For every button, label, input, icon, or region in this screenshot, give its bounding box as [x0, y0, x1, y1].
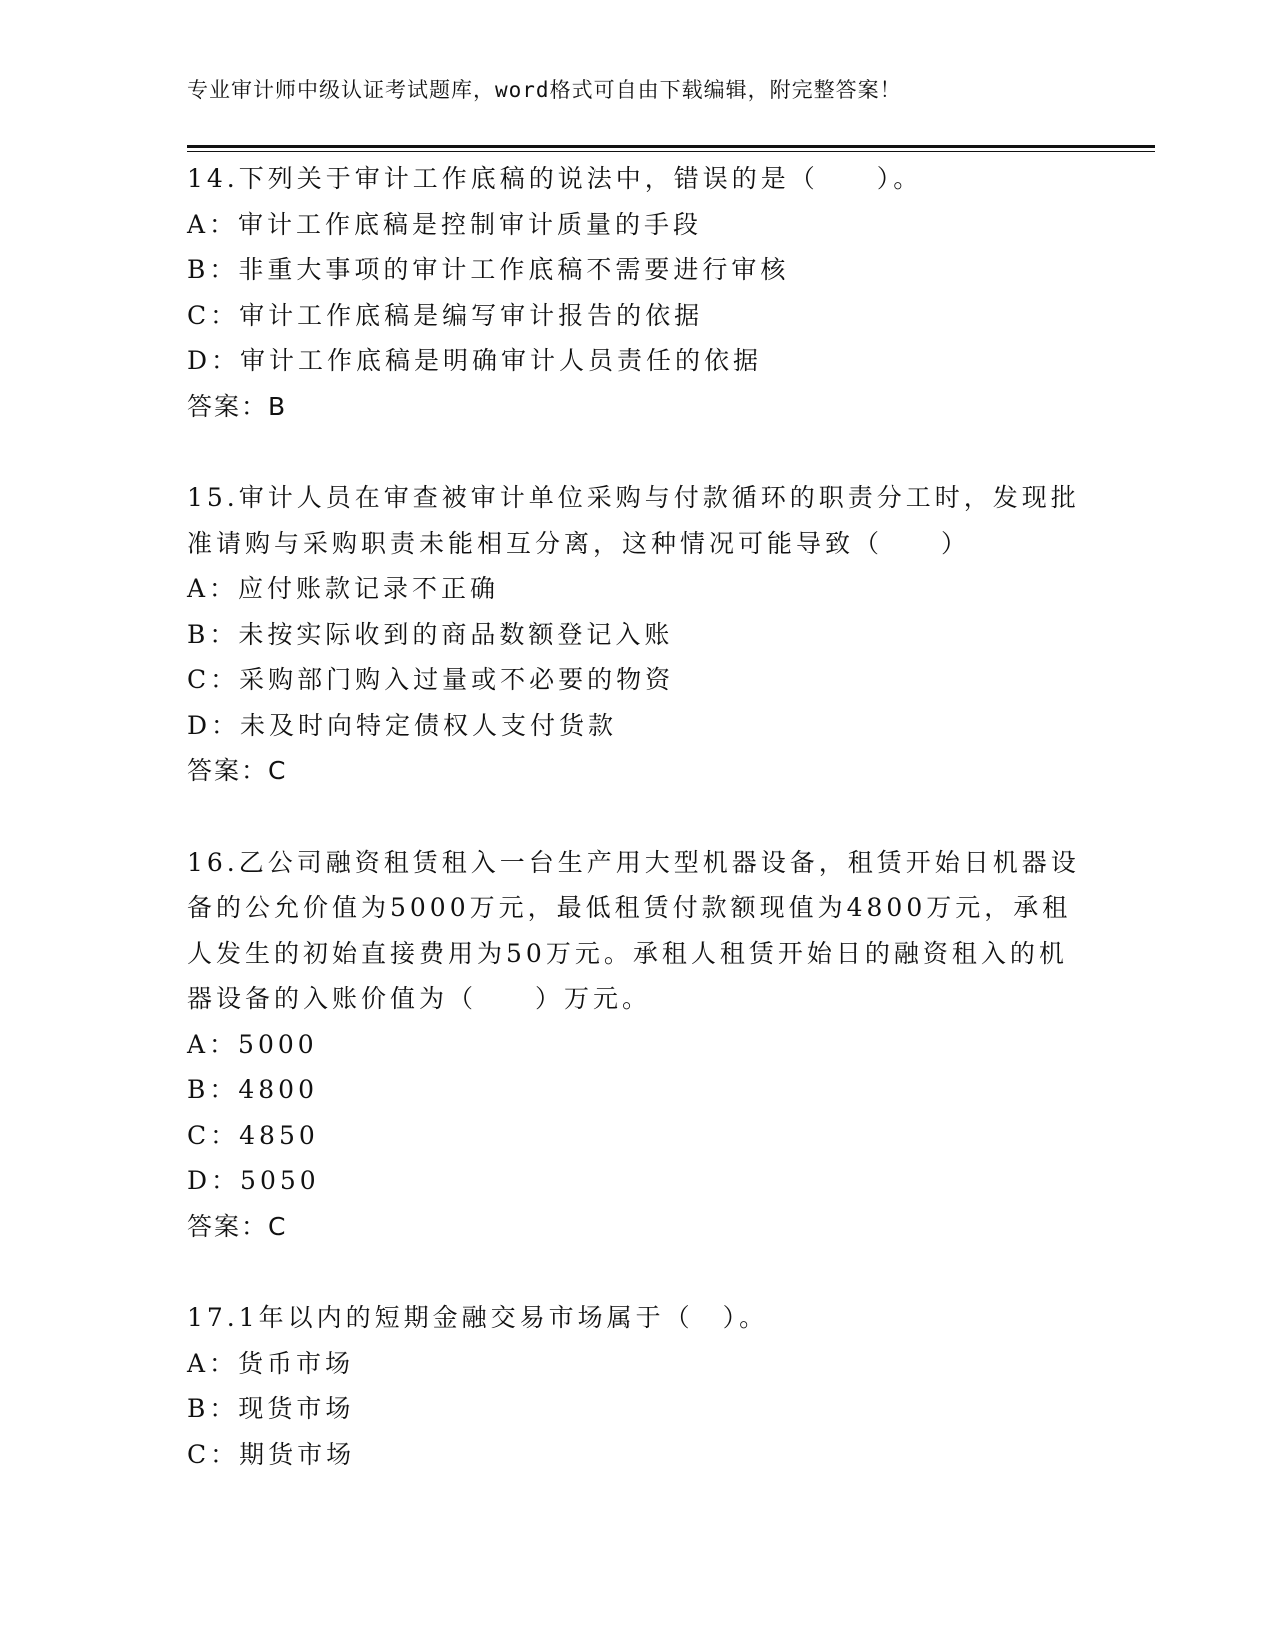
- option-d: D：5050: [187, 1166, 320, 1195]
- option-a: A：应付账款记录不正确: [187, 574, 500, 603]
- header-rule-thick: [187, 145, 1155, 148]
- option-c: C：4850: [187, 1120, 319, 1150]
- option-a: A：货币市场: [187, 1348, 355, 1378]
- option-c: C：审计工作底稿是编写审计报告的依据: [187, 300, 704, 330]
- page-header: 专业审计师中级认证考试题库，word格式可自由下载编辑，附完整答案！: [187, 78, 902, 102]
- question-15: [187, 475, 1087, 794]
- option-b: B：现货市场: [187, 1394, 355, 1423]
- option-a: A：5000: [187, 1029, 318, 1059]
- question-17: [187, 1295, 1087, 1477]
- option-a: A：审计工作底稿是控制审计质量的手段: [187, 209, 703, 239]
- question-list: [187, 156, 1087, 1523]
- option-b: B：未按实际收到的商品数额登记入账: [187, 619, 674, 649]
- question-text: 16.乙公司融资租赁租入一台生产用大型机器设备，租赁开始日机器设备的公允价值为5000万元，最低租赁付款额现值为4800万元，承租人发生的初始直接费用为50万元。承租人租赁开始日的融资租入的机器设备的入账价值为（ ）万元。: [187, 847, 1080, 1013]
- option-c: C：采购部门购入过量或不必要的物资: [187, 665, 675, 694]
- option-d: D：审计工作底稿是明确审计人员责任的依据: [187, 346, 763, 375]
- question-text: 14.下列关于审计工作底稿的说法中，错误的是（ ）。: [187, 164, 923, 193]
- option-b: B：非重大事项的审计工作底稿不需要进行审核: [187, 255, 790, 284]
- option-d: D：未及时向特定债权人支付货款: [187, 710, 618, 740]
- answer: 答案：B: [187, 391, 288, 421]
- question-14: [187, 156, 1087, 429]
- answer: 答案：C: [187, 756, 288, 785]
- option-c: C：期货市场: [187, 1439, 356, 1469]
- question-text: 15.审计人员在审查被审计单位采购与付款循环的职责分工时，发现批准请购与采购职责未能相互分离，这种情况可能导致（ ）: [187, 483, 1080, 558]
- option-b: B：4800: [187, 1075, 318, 1104]
- question-text: 17.1年以内的短期金融交易市场属于（ ）。: [187, 1303, 769, 1332]
- header-rule-thin: [187, 151, 1155, 152]
- answer: 答案：C: [187, 1211, 288, 1241]
- question-16: [187, 840, 1087, 1250]
